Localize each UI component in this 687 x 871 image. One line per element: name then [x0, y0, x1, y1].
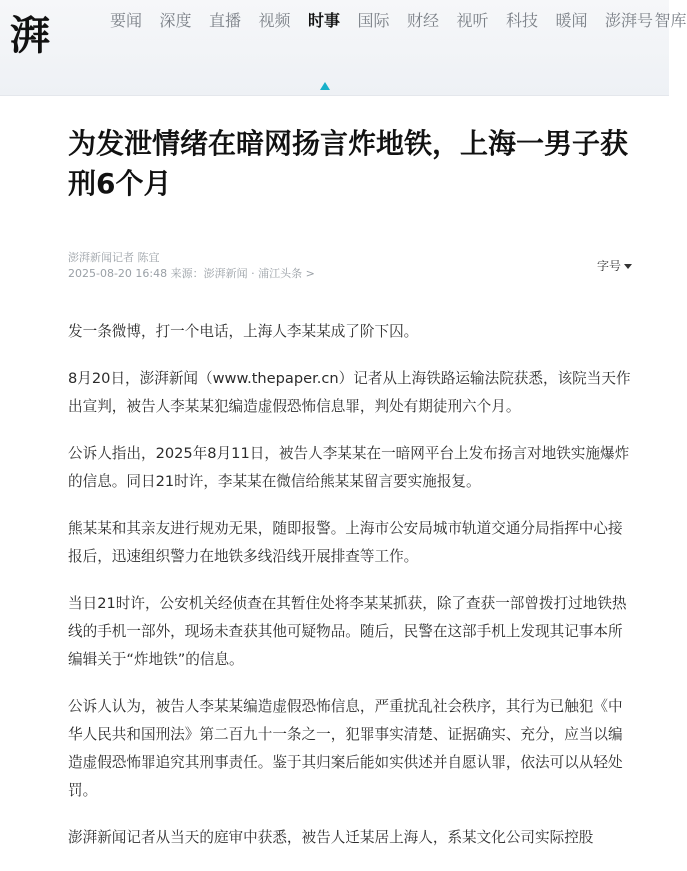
- article-paragraph: 8月20日，澎湃新闻（www.thepaper.cn）记者从上海铁路运输法院获悉，该院当天作出宣判，被告人李某某犯编造虚假恐怖信息罪，判处有期徒刑六个月。: [68, 370, 631, 415]
- article-body: [68, 318, 634, 871]
- nav-item-7[interactable]: 视听: [456, 11, 489, 30]
- article-date-source: [68, 266, 315, 282]
- article-author: 澎湃新闻记者 陈宜: [68, 251, 160, 264]
- active-channel-indicator: [320, 82, 330, 90]
- nav-item-3[interactable]: 视频: [258, 11, 291, 30]
- nav-item-6[interactable]: 财经: [407, 11, 440, 30]
- nav-item-4[interactable]: 时事: [308, 11, 341, 30]
- thepaper-logo[interactable]: 湃: [10, 12, 48, 59]
- article-paragraph: 公诉人指出，2025年8月11日，被告人李某某在一暗网平台上发布扬言对地铁实施爆炸的信息。同日21时许，李某某在微信给熊某某留言要实施报复。: [68, 445, 630, 490]
- article-title: 为发泄情绪在暗网扬言炸地铁，上海一男子获刑6个月: [68, 127, 629, 200]
- nav-item-1[interactable]: 深度: [159, 11, 192, 30]
- font-size-button[interactable]: [597, 257, 632, 274]
- article-paragraph: 当日21时许，公安机关经侦查在其暂住处将李某某抓获，除了查获一部曾拨打过地铁热线的手机一部外，现场未查获其他可疑物品。随后，民警在这部手机上发现其记事本所编辑关于“炸地铁”的信息。: [68, 595, 627, 668]
- nav-item-8[interactable]: 科技: [506, 11, 539, 30]
- caret-down-icon: [624, 264, 632, 269]
- article-paragraph: 公诉人认为，被告人李某某编造虚假恐怖信息，严重扰乱社会秩序，其行为已触犯《中华人民共和国刑法》第二百九十一条之一，犯罪事实清楚、证据确实、充分，应当以编造虚假恐怖罪追究其刑事责任。鉴于其归案后能如实供述并自愿认罪，依法可以从轻处罚。: [68, 698, 623, 799]
- nav-item-10[interactable]: 澎湃号: [605, 11, 654, 30]
- article-source-link[interactable]: 来源：澎湃新闻 · 浦江头条 >: [170, 267, 315, 280]
- article-paragraph: 发一条微博，打一个电话，上海人李某某成了阶下囚。: [68, 323, 419, 340]
- article-paragraph: 澎湃新闻记者从当天的庭审中获悉，被告人迁某居上海人，系某文化公司实际控股: [68, 829, 594, 846]
- article-paragraph: 熊某某和其亲友进行规劝无果，随即报警。上海市公安局城市轨道交通分局指挥中心接报后，迅速组织警力在地铁多线沿线开展排查等工作。: [68, 520, 623, 565]
- nav-item-5[interactable]: 国际: [357, 11, 390, 30]
- nav-item-9[interactable]: 暖闻: [555, 11, 588, 30]
- nav-item-11[interactable]: 智库: [654, 11, 687, 30]
- article-meta: [68, 250, 315, 282]
- article-datetime: 2025-08-20 16:48: [68, 267, 168, 280]
- nav-item-2[interactable]: 直播: [209, 11, 242, 30]
- top-navigation-bar: [0, 0, 687, 96]
- nav-item-0[interactable]: 要闻: [110, 11, 143, 30]
- font-size-label: 字号: [597, 259, 622, 273]
